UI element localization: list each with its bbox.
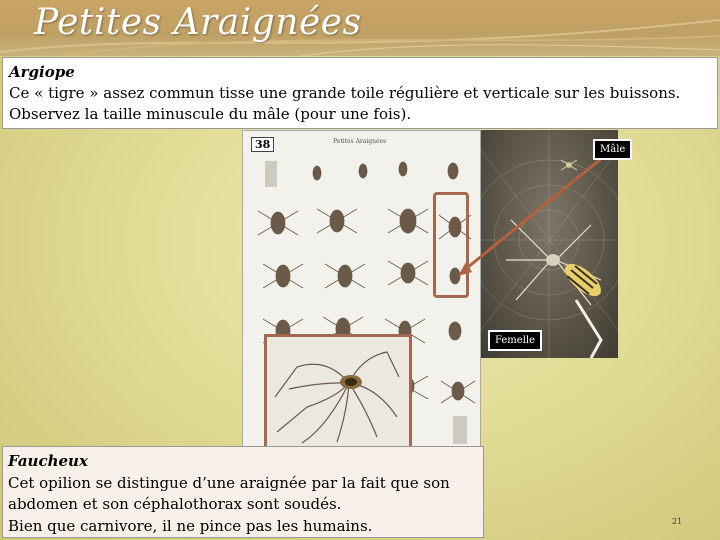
argiope-text-line: Ce « tigre » assez commun tisse une grande toile régulière et verticale sur les buissons. bbox=[9, 84, 681, 102]
faucheux-text-line: Cet opilion se distingue d’une araignée par la fait que son bbox=[8, 473, 450, 492]
argiope-photo bbox=[481, 130, 618, 358]
argiope-description bbox=[2, 57, 718, 129]
faucheux-heading: Faucheux bbox=[8, 452, 88, 470]
page-number: 21 bbox=[672, 517, 683, 526]
title-band bbox=[0, 0, 720, 56]
faucheux-text-line: abdomen et son céphalothorax sont soudés. bbox=[8, 495, 342, 513]
harvestman-illustration bbox=[267, 337, 409, 446]
male-highlight-frame bbox=[433, 192, 469, 298]
argiope-text-line: Observez la taille minuscule du mâle (pour une fois). bbox=[9, 105, 412, 123]
argiope-spider-illustration bbox=[481, 130, 618, 358]
sheet-title: Petites Araignées bbox=[333, 138, 387, 145]
harvestman-inset-photo bbox=[264, 334, 412, 449]
slide-title: Petites Araignées bbox=[34, 2, 362, 43]
sheet-number: 38 bbox=[251, 137, 274, 152]
argiope-heading: Argiope bbox=[9, 63, 75, 81]
male-label: Mâle bbox=[593, 139, 632, 160]
female-label: Femelle bbox=[488, 330, 542, 351]
faucheux-description bbox=[2, 446, 484, 538]
faucheux-text-line: Bien que carnivore, il ne pince pas les humains. bbox=[8, 516, 373, 535]
